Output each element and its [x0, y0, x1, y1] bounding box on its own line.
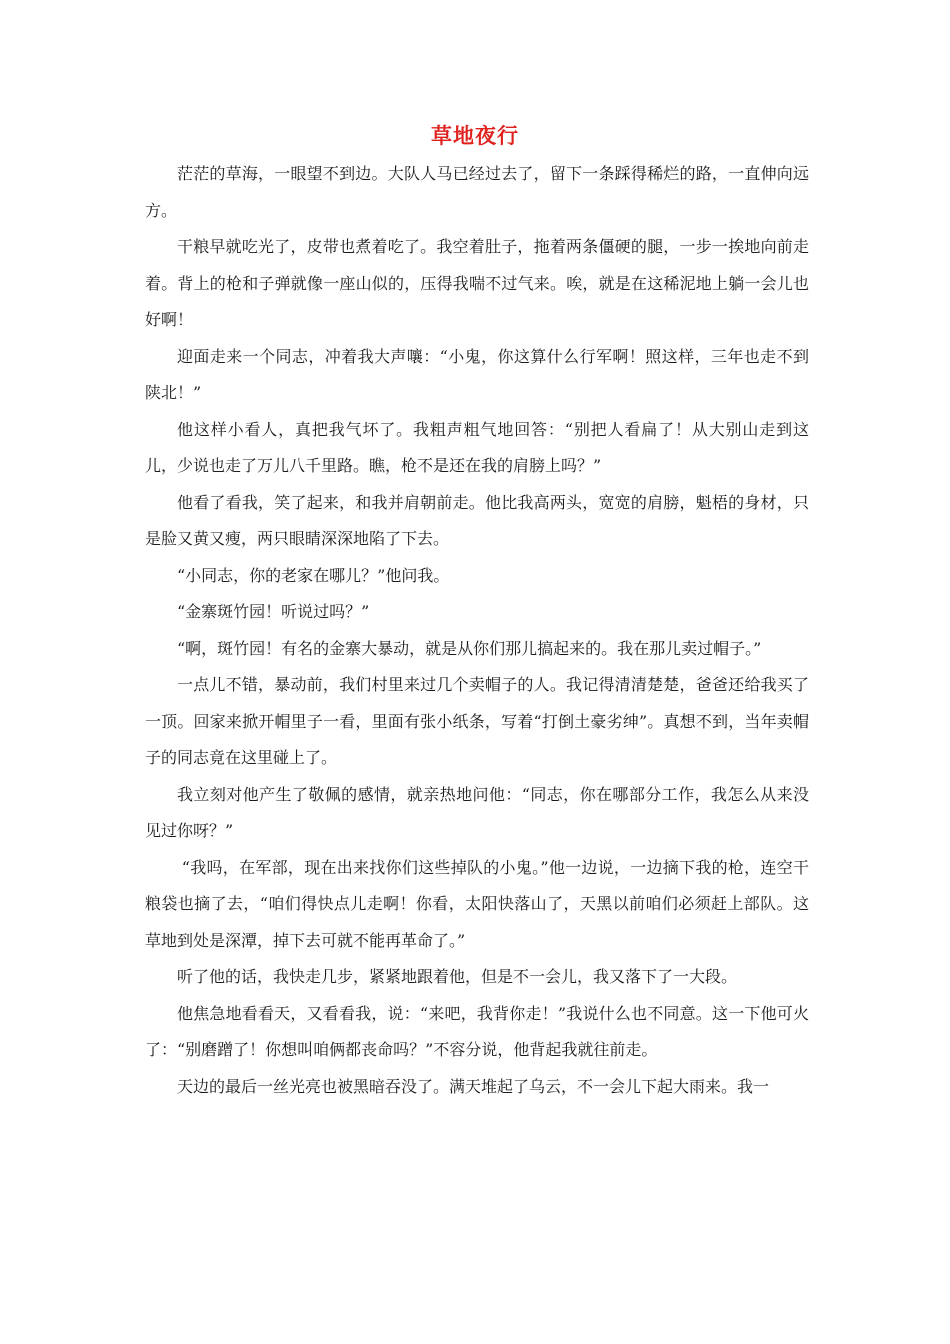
paragraph: 听了他的话，我快走几步，紧紧地跟着他，但是不一会儿，我又落下了一大段。 [177, 967, 738, 986]
paragraph: 他看了看我，笑了起来，和我并肩朝前走。他比我高两头，宽宽的肩膀，魁梧的身材，只是脸又黄又瘦，两只眼睛深深地陷了下去。 [145, 492, 809, 548]
paragraph: 我立刻对他产生了敬佩的感情，就亲热地问他：“同志，你在哪部分工作，我怎么从来没见过你呀？” [145, 784, 809, 840]
paragraph: “金寨斑竹园！听说过吗？” [177, 602, 370, 621]
paragraph: “我吗，在军部，现在出来找你们这些掉队的小鬼。”他一边说，一边摘下我的枪，连空干粮袋也摘了去，“咱们得快点儿走啊！你看，太阳快落山了，天黑以前咱们必须赶上部队。这草地到处是深潭，掉下去可就不能再革命了。” [145, 857, 809, 950]
paragraph: 他这样小看人，真把我气坏了。我粗声粗气地回答：“别把人看扁了！从大别山走到这儿，少说也走了万儿八千里路。瞧，枪不是还在我的肩膀上吗？” [145, 419, 809, 475]
paragraph: 天边的最后一丝光亮也被黑暗吞没了。满天堆起了乌云，不一会儿下起大雨来。我一 [177, 1076, 770, 1096]
paragraph: “啊，斑竹园！有名的金寨大暴动，就是从你们那儿搞起来的。我在那儿卖过帽子。” [177, 638, 762, 658]
paragraph: 一点儿不错，暴动前，我们村里来过几个卖帽子的人。我记得清清楚楚，爸爸还给我买了一顶。回家来掀开帽里子一看，里面有张小纸条，写着“打倒土豪劣绅”。真想不到，当年卖帽子的同志竟在这里碰上了。 [145, 675, 809, 767]
document-title: 草地夜行 [431, 124, 519, 148]
paragraph: 茫茫的草海，一眼望不到边。大队人马已经过去了，留下一条踩得稀烂的路，一直伸向远方。 [145, 164, 809, 220]
paragraph: 他焦急地看看天，又看看我，说：“来吧，我背你走！”我说什么也不同意。这一下他可火了：“别磨蹭了！你想叫咱俩都丧命吗？”不容分说，他背起我就往前走。 [145, 1003, 809, 1059]
document-body [145, 156, 809, 1105]
paragraph: “小同志，你的老家在哪儿？”他问我。 [177, 565, 450, 585]
paragraph: 迎面走来一个同志，冲着我大声嚷：“小鬼，你这算什么行军啊！照这样，三年也走不到陕北！” [145, 346, 809, 402]
paragraph: 干粮早就吃光了，皮带也煮着吃了。我空着肚子，拖着两条僵硬的腿，一步一挨地向前走着。背上的枪和子弹就像一座山似的，压得我喘不过气来。唉，就是在这稀泥地上躺一会儿也好啊！ [145, 237, 809, 329]
